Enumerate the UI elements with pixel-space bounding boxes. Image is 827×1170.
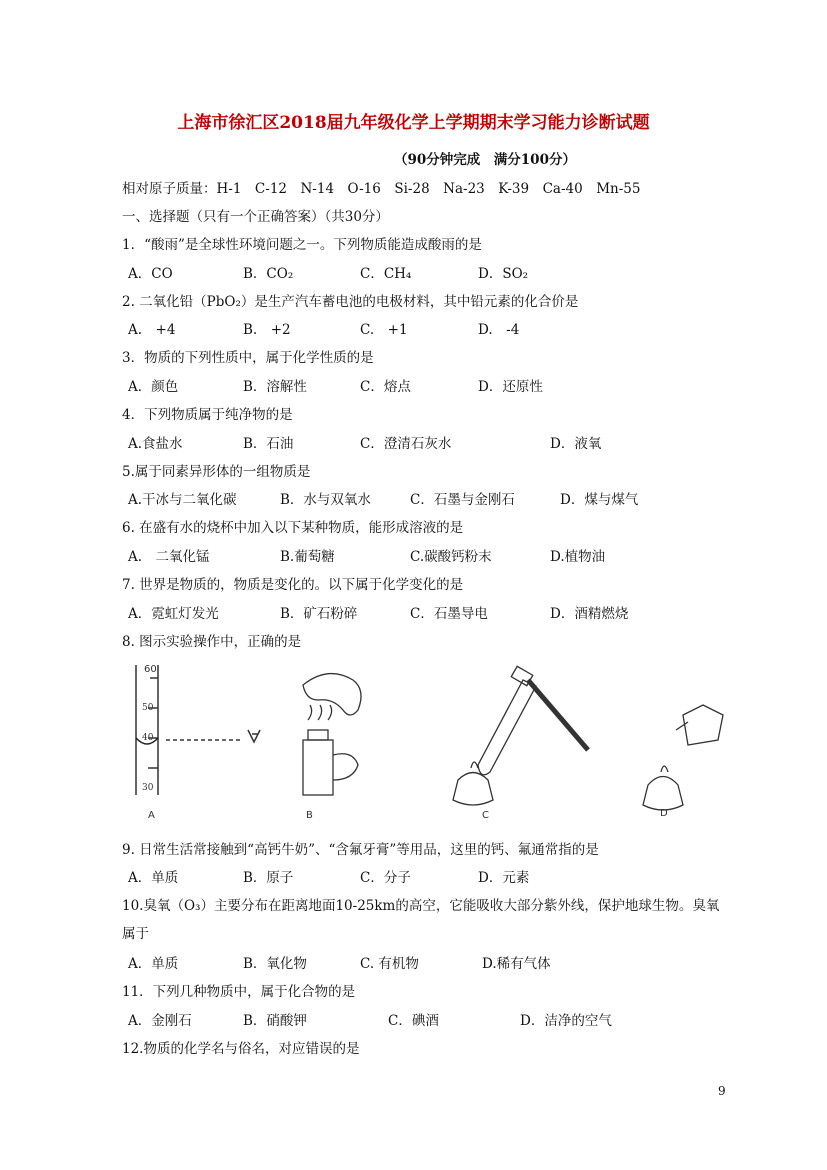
q6-option-d: D.植物油 <box>550 549 606 565</box>
figure-label-c: C <box>482 810 489 821</box>
q1-option-a: A．CO <box>128 266 173 282</box>
q9-option-c: C．分子 <box>360 870 411 886</box>
q5-option-c: C．石墨与金刚石 <box>410 492 515 508</box>
q4-option-b: B．石油 <box>243 436 294 452</box>
q7-option-a: A．霓虹灯发光 <box>128 606 219 622</box>
q7-option-c: C．石墨导电 <box>410 606 488 622</box>
alcohol-lamp-illustration <box>643 705 723 810</box>
q4-option-a: A.食盐水 <box>128 436 183 452</box>
scale-tick-50: 50 <box>142 703 154 713</box>
question-2-stem: 2. 二氧化铅（PbO₂）是生产汽车蓄电池的电极材料，其中铅元素的化合价是 <box>122 294 579 310</box>
exam-duration-note: （90分钟完成 满分100分） <box>394 152 576 168</box>
figure-label-a: A <box>148 810 155 821</box>
q6-option-b: B.葡萄糖 <box>280 549 335 565</box>
smelling-gas-illustration <box>303 674 361 795</box>
atomic-masses-line: 相对原子质量：H-1 C-12 N-14 O-16 Si-28 Na-23 K-39 Ca-40 Mn-55 <box>122 181 641 197</box>
scale-tick-40: 40 <box>142 733 154 743</box>
question-3-stem: 3．物质的下列性质中，属于化学性质的是 <box>122 350 374 366</box>
experiment-illustrations <box>128 660 728 820</box>
q10-option-c: C. 有机物 <box>360 956 419 972</box>
question-1-stem: 1．“酸雨”是全球性环境问题之一。下列物质能造成酸雨的是 <box>122 237 482 253</box>
q9-option-a: A．单质 <box>128 870 179 886</box>
q3-option-a: A．颜色 <box>128 379 179 395</box>
q1-option-d: D．SO₂ <box>478 266 529 282</box>
cylinder-reading-illustration <box>136 665 260 795</box>
question-7-stem: 7. 世界是物质的，物质是变化的。以下属于化学变化的是 <box>122 577 464 593</box>
q5-option-b: B．水与双氧水 <box>280 492 371 508</box>
question-11-stem: 11．下列几种物质中，属于化合物的是 <box>122 984 356 1000</box>
q2-option-b: B. +2 <box>243 322 291 338</box>
question-6-stem: 6. 在盛有水的烧杯中加入以下某种物质，能形成溶液的是 <box>122 520 464 536</box>
q11-option-d: D．洁净的空气 <box>520 1013 612 1029</box>
q11-option-a: A．金刚石 <box>128 1013 192 1029</box>
section-heading: 一、选择题（只有一个正确答案）（共30分） <box>122 209 389 225</box>
experiment-figure <box>128 660 728 820</box>
q2-option-d: D. -4 <box>478 322 520 338</box>
question-5-stem: 5.属于同素异形体的一组物质是 <box>122 464 311 480</box>
q3-option-b: B．溶解性 <box>243 379 307 395</box>
question-9-stem: 9. 日常生活常接触到“高钙牛奶”、“含氟牙膏”等用品，这里的钙、氟通常指的是 <box>122 842 599 858</box>
scale-tick-60: 60 <box>144 664 157 675</box>
question-8-stem: 8. 图示实验操作中，正确的是 <box>122 634 302 650</box>
q2-option-a: A. +4 <box>128 322 176 338</box>
figure-label-b: B <box>306 810 313 821</box>
q5-option-a: A.干冰与二氧化碳 <box>128 492 237 508</box>
q4-option-d: D．液氧 <box>550 436 602 452</box>
q6-option-a: A. 二氧化锰 <box>128 549 210 565</box>
q10-option-d: D.稀有气体 <box>482 956 551 972</box>
q9-option-d: D．元素 <box>478 870 530 886</box>
scale-tick-30: 30 <box>142 783 154 793</box>
page-number: 9 <box>718 1084 726 1098</box>
question-10-stem-continued: 属于 <box>122 926 149 942</box>
q4-option-c: C．澄清石灰水 <box>360 436 452 452</box>
q3-option-d: D．还原性 <box>478 379 543 395</box>
q11-option-b: B．硝酸钾 <box>243 1013 307 1029</box>
q1-option-c: C．CH₄ <box>360 266 412 282</box>
q10-option-a: A．单质 <box>128 956 179 972</box>
question-12-stem: 12.物质的化学名与俗名，对应错误的是 <box>122 1041 360 1057</box>
question-4-stem: 4．下列物质属于纯净物的是 <box>122 407 293 423</box>
q3-option-c: C．熔点 <box>360 379 411 395</box>
q2-option-c: C. +1 <box>360 322 408 338</box>
q9-option-b: B．原子 <box>243 870 294 886</box>
document-title: 上海市徐汇区2018届九年级化学上学期期末学习能力诊断试题 <box>177 113 650 133</box>
q6-option-c: C.碳酸钙粉末 <box>410 549 492 565</box>
q11-option-c: C．碘酒 <box>388 1013 439 1029</box>
figure-label-d: D <box>660 808 668 819</box>
q1-option-b: B．CO₂ <box>243 266 294 282</box>
q5-option-d: D．煤与煤气 <box>560 492 639 508</box>
q10-option-b: B．氧化物 <box>243 956 307 972</box>
q7-option-b: B．矿石粉碎 <box>280 606 358 622</box>
heating-test-tube-illustration <box>453 666 588 805</box>
q7-option-d: D．酒精燃烧 <box>550 606 629 622</box>
question-10-stem: 10.臭氧（O₃）主要分布在距离地面10-25km的高空，它能吸收大部分紫外线，保护地球生物。臭氧 <box>122 898 720 914</box>
